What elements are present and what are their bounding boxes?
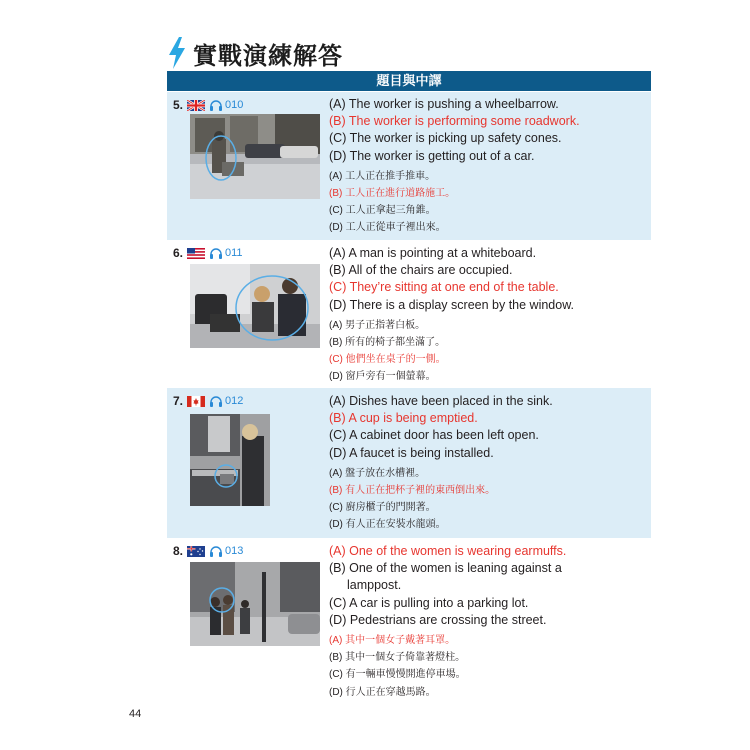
translation-c: (C) 廚房櫃子的門開著。 bbox=[329, 502, 436, 514]
lightning-bolt-icon bbox=[167, 37, 187, 69]
translation-d: (D) 窗戶旁有一個螢幕。 bbox=[329, 371, 436, 383]
answer-block bbox=[329, 543, 579, 701]
translation-d: (D) 行人正在穿越馬路。 bbox=[329, 686, 436, 698]
page-title: 實戰演練解答 bbox=[193, 42, 343, 70]
question-photo bbox=[190, 114, 320, 199]
canada-flag-icon bbox=[187, 396, 205, 407]
translation-b: (B) 所有的椅子都坐滿了。 bbox=[329, 337, 446, 349]
translation-a: (A) 其中一個女子戴著耳罩。 bbox=[329, 635, 456, 647]
answer-option-a: (A) One of the women is wearing earmuffs. bbox=[329, 544, 567, 558]
answer-option-b: (B) All of the chairs are occupied. bbox=[329, 263, 513, 278]
page-number: 44 bbox=[129, 708, 142, 720]
answer-block bbox=[329, 245, 574, 386]
answer-option-b: (B) One of the women is leaning against a lamppost. bbox=[329, 561, 562, 593]
question-header bbox=[173, 544, 243, 558]
question-photo bbox=[190, 414, 270, 506]
translation-c: (C) 有一輛車慢慢開進停車場。 bbox=[329, 669, 466, 681]
headphones-icon bbox=[209, 545, 223, 557]
track-number: 010 bbox=[225, 99, 244, 111]
question-header bbox=[173, 98, 243, 112]
answer-option-a: (A) Dishes have been placed in the sink. bbox=[329, 394, 553, 408]
translation-a: (A) 工人正在推手推車。 bbox=[329, 170, 436, 182]
answer-option-b: (B) The worker is performing some roadwork. bbox=[329, 114, 580, 129]
translation-d: (D) 有人正在安裝水龍頭。 bbox=[329, 519, 446, 531]
translation-d: (D) 工人正從車子裡出來。 bbox=[329, 222, 446, 234]
answer-option-a: (A) A man is pointing at a whiteboard. bbox=[329, 246, 537, 260]
question-number: 6. bbox=[173, 246, 184, 260]
answer-option-d: (D) The worker is getting out of a car. bbox=[329, 148, 535, 163]
question-number: 7. bbox=[173, 394, 184, 408]
section-bar: 題目與中譯 bbox=[167, 71, 651, 91]
headphones-icon bbox=[209, 395, 223, 407]
question-photo bbox=[190, 562, 320, 646]
answer-option-c: (C) They’re sitting at one end of the table. bbox=[329, 280, 559, 295]
question-6 bbox=[167, 240, 651, 388]
track-number: 013 bbox=[225, 545, 244, 557]
answer-option-d: (D) Pedestrians are crossing the street. bbox=[329, 612, 547, 627]
answer-option-c: (C) A car is pulling into a parking lot. bbox=[329, 595, 529, 610]
question-photo bbox=[190, 264, 320, 348]
answer-block bbox=[329, 393, 553, 534]
track-number: 011 bbox=[225, 247, 243, 259]
answer-block bbox=[329, 96, 580, 237]
track-number: 012 bbox=[225, 395, 244, 407]
translation-a: (A) 男子正指著白板。 bbox=[329, 319, 426, 331]
uk-flag-icon bbox=[187, 100, 205, 111]
page-header bbox=[167, 36, 343, 70]
translation-b: (B) 工人正在進行道路施工。 bbox=[329, 188, 456, 200]
australia-flag-icon bbox=[187, 546, 205, 557]
translation-c: (C) 工人正拿起三角錐。 bbox=[329, 205, 436, 217]
answer-option-b: (B) A cup is being emptied. bbox=[329, 411, 478, 426]
answer-option-c: (C) A cabinet door has been left open. bbox=[329, 428, 539, 443]
question-number: 5. bbox=[173, 98, 184, 112]
question-8 bbox=[167, 538, 651, 706]
answer-option-a: (A) The worker is pushing a wheelbarrow. bbox=[329, 97, 559, 111]
question-5 bbox=[167, 92, 651, 240]
answer-option-c: (C) The worker is picking up safety cones. bbox=[329, 131, 562, 146]
headphones-icon bbox=[209, 247, 223, 259]
question-7 bbox=[167, 388, 651, 538]
question-header bbox=[173, 246, 243, 260]
translation-a: (A) 盤子放在水槽裡。 bbox=[329, 467, 426, 479]
us-flag-icon bbox=[187, 248, 205, 259]
question-header bbox=[173, 394, 243, 408]
answer-option-d: (D) There is a display screen by the window. bbox=[329, 297, 575, 312]
translation-b: (B) 其中一個女子倚靠著燈柱。 bbox=[329, 652, 466, 664]
answer-option-d: (D) A faucet is being installed. bbox=[329, 445, 494, 460]
headphones-icon bbox=[209, 99, 223, 111]
question-number: 8. bbox=[173, 544, 184, 558]
translation-c: (C) 他們坐在桌子的一側。 bbox=[329, 354, 446, 366]
translation-b: (B) 有人正在把杯子裡的東西倒出來。 bbox=[329, 485, 496, 497]
